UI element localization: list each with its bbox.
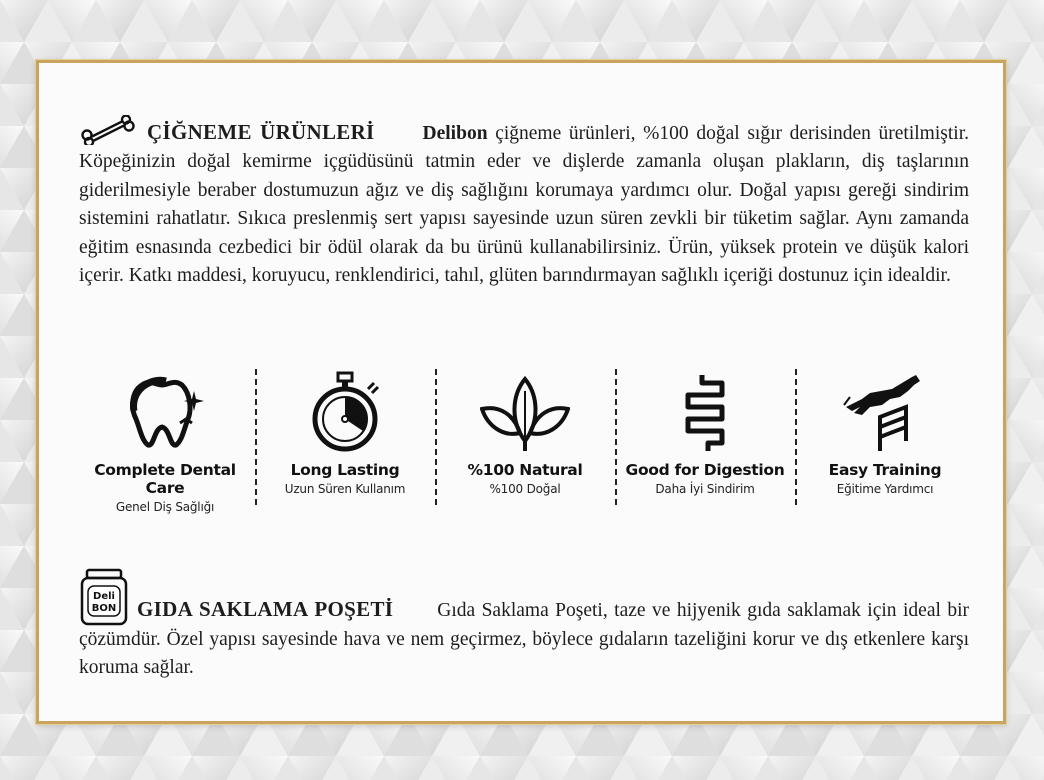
intestine-icon — [660, 371, 750, 453]
feature-long-lasting — [255, 363, 435, 513]
feature-row — [75, 363, 975, 513]
tooth-icon — [120, 371, 210, 453]
feature-subtitle: Daha İyi Sindirim — [655, 482, 755, 496]
bone-icon — [79, 115, 137, 145]
feature-dental-care — [75, 363, 255, 513]
chew-products-heading: ÇİĞNEME ÜRÜNLERİ — [147, 120, 375, 144]
storage-bag-heading: GIDA SAKLAMA POŞETİ — [137, 597, 394, 621]
feature-title: Good for Digestion — [625, 461, 785, 479]
leaves-icon — [480, 371, 570, 453]
brand-name: Delibon — [422, 123, 488, 144]
feature-title: Long Lasting — [290, 461, 400, 479]
feature-title: %100 Natural — [467, 461, 583, 479]
jar-label-bottom: BON — [91, 603, 117, 614]
feature-subtitle: Genel Diş Sağlığı — [115, 500, 215, 514]
dog-jump-icon — [840, 371, 930, 453]
feature-natural — [435, 363, 615, 513]
feature-digestion — [615, 363, 795, 513]
feature-training — [795, 363, 975, 513]
storage-bag-text: Gıda Saklama Poşeti, taze ve hijyenik gıda saklamak için ideal bir çözümdür. Özel yapısı sayesinde hava ve nem geçirmez, böylece gıdaların tazeliğini korur ve dış etkenlere karşı koruma sağlar. — [79, 600, 969, 679]
feature-subtitle: Eğitime Yardımcı — [836, 482, 934, 496]
storage-jar-icon — [79, 568, 129, 626]
stopwatch-icon — [300, 371, 390, 453]
jar-label-top: Deli — [93, 591, 115, 602]
feature-subtitle: %100 Doğal — [489, 482, 561, 496]
feature-title: Easy Training — [828, 461, 942, 479]
feature-subtitle: Uzun Süren Kullanım — [284, 482, 406, 496]
feature-title: Complete Dental Care — [94, 461, 236, 497]
storage-bag-paragraph — [79, 568, 969, 683]
info-card — [36, 60, 1006, 724]
chew-products-text: çiğneme ürünleri, %100 doğal sığır derisinden üretilmiştir. Köpeğinizin doğal kemirme içgüdüsünü tatmin eder ve dişlerde zamanla oluşan plakların, diş taşlarının giderilmesiyle beraber dostumuzun ağız ve diş sağlığını korumaya yardımcı olur. Doğal yapısı gereği sindirim sistemini rahatlatır. Sıkıca preslenmiş sert yapısı sayesinde uzun süren zevkli bir tüketim sağlar. Aynı zamanda eğitim esnasında cezbedici bir ödül olarak da bu ürünü kullanabilirsiniz. Ürün, yüksek protein ve düşük kalori içerir. Katkı maddesi, koruyucu, renklendirici, tahıl, glüten barındırmayan sağlıklı içeriği dostunuz için idealdir. — [79, 123, 969, 287]
chew-products-paragraph — [79, 115, 969, 290]
